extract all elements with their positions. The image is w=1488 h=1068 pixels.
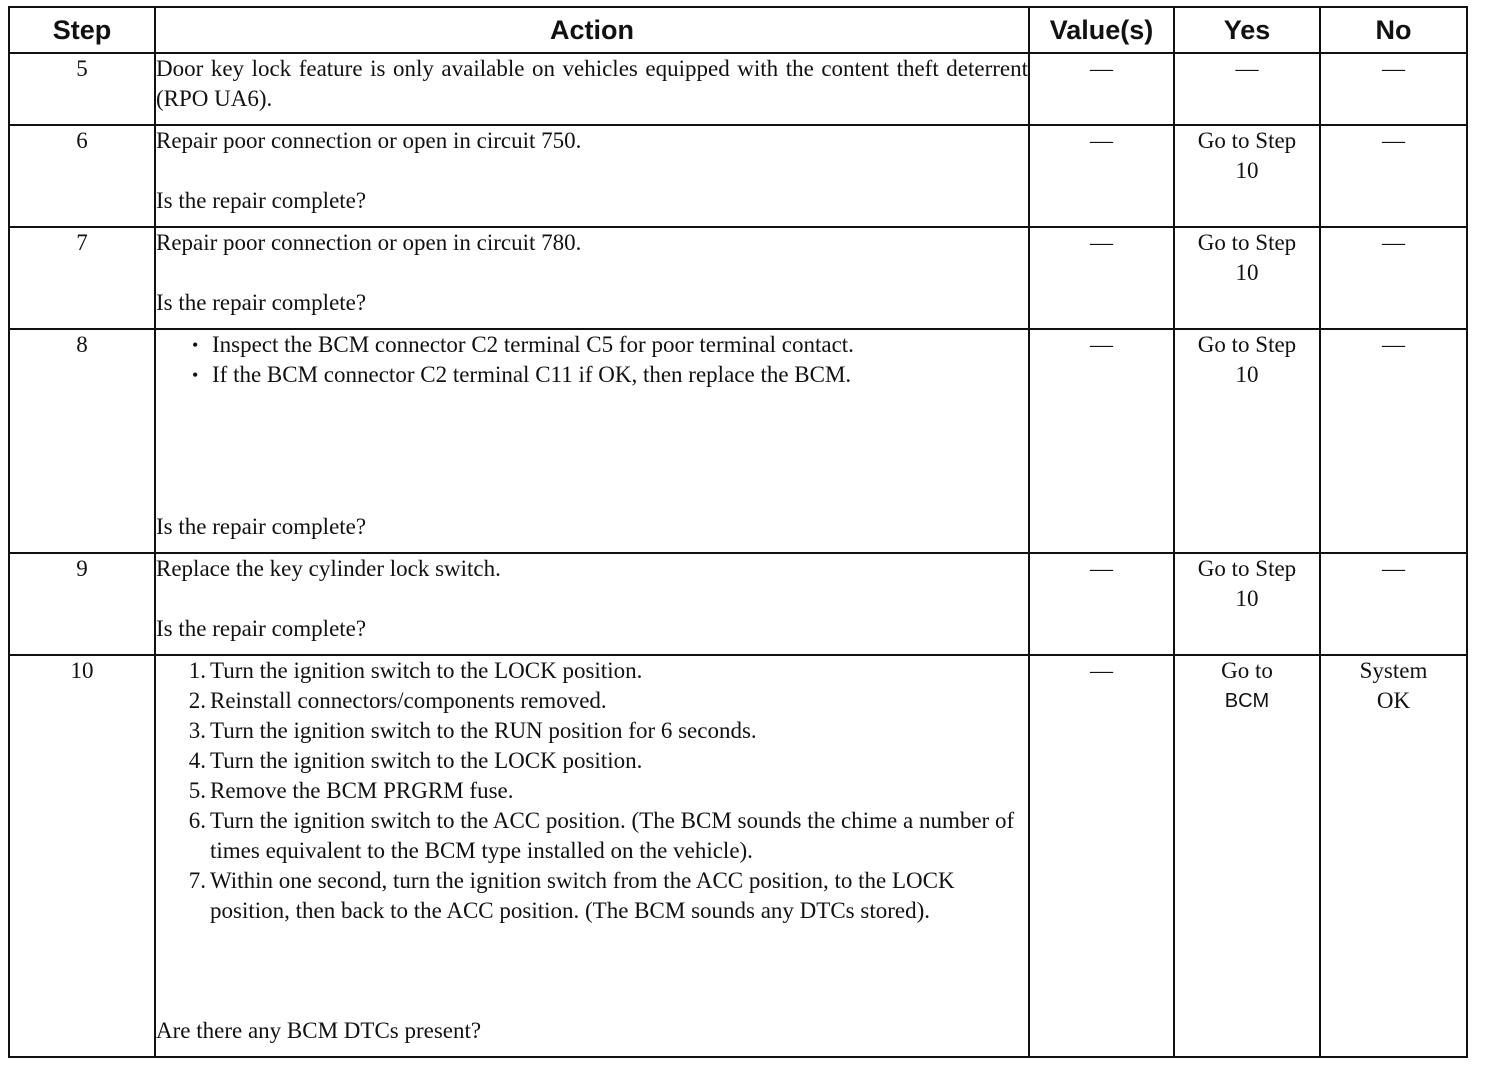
yes-cell: [1174, 553, 1320, 655]
step-number: 7: [9, 227, 155, 329]
yes-cell: [1174, 227, 1320, 329]
values-cell: —: [1029, 227, 1174, 329]
values-cell: —: [1029, 655, 1174, 1057]
list-item: • If the BCM connector C2 terminal C11 if OK, then replace the BCM.: [184, 360, 1028, 390]
no-line-1: —: [1382, 128, 1405, 153]
yes-cell: [1174, 53, 1320, 125]
table-row: [9, 329, 1467, 553]
list-number: 4.: [188, 748, 206, 773]
list-text: Reinstall connectors/components removed.: [210, 688, 607, 713]
table-row: [9, 553, 1467, 655]
yes-line-1: Go to Step: [1197, 230, 1297, 255]
no-line-1: System: [1359, 658, 1428, 683]
action-question: Is the repair complete?: [156, 514, 367, 539]
action-cell: [155, 553, 1029, 655]
action-question: Is the repair complete?: [156, 290, 367, 315]
values-cell: —: [1029, 53, 1174, 125]
yes-line-2: 10: [1235, 586, 1259, 611]
list-item: [170, 806, 1028, 866]
list-item: [170, 746, 1028, 776]
no-cell: [1320, 53, 1467, 125]
no-cell: [1320, 329, 1467, 553]
action-cell: [155, 329, 1029, 553]
no-cell: [1320, 553, 1467, 655]
yes-line-1: Go to: [1221, 658, 1273, 683]
no-line-1: —: [1382, 230, 1405, 255]
list-text: Turn the ignition switch to the RUN position for 6 seconds.: [210, 718, 757, 743]
yes-cell: [1174, 655, 1320, 1057]
list-number: 1.: [188, 658, 206, 683]
list-text: Turn the ignition switch to the ACC position. (The BCM sounds the chime a number of times equivalent to the BCM type installed on the vehicle).: [210, 808, 1015, 863]
table-row: [9, 53, 1467, 125]
values-cell: —: [1029, 125, 1174, 227]
list-number: 6.: [188, 808, 206, 833]
action-text: Repair poor connection or open in circuit 780.: [156, 230, 582, 255]
header-row: [9, 7, 1467, 53]
list-text: Turn the ignition switch to the LOCK position.: [210, 748, 643, 773]
diagnostic-table: [8, 6, 1468, 1058]
table-row: [9, 125, 1467, 227]
list-number: 3.: [188, 718, 206, 743]
no-cell: [1320, 125, 1467, 227]
action-text: Repair poor connection or open in circuit 750.: [156, 128, 582, 153]
list-item: [170, 716, 1028, 746]
yes-cell: [1174, 125, 1320, 227]
no-line-1: —: [1382, 556, 1405, 581]
action-cell: [155, 227, 1029, 329]
list-text: Within one second, turn the ignition switch from the ACC position, to the LOCK position, then back to the ACC position. (The BCM sounds any DTCs stored).: [210, 868, 955, 923]
action-cell: [155, 655, 1029, 1057]
action-bullet-list: [184, 330, 1028, 390]
action-question: Is the repair complete?: [156, 616, 367, 641]
table-row: [9, 227, 1467, 329]
no-line-1: —: [1382, 56, 1405, 81]
step-number: 8: [9, 329, 155, 553]
list-text: Turn the ignition switch to the LOCK position.: [210, 658, 643, 683]
yes-line-2: BCM: [1224, 690, 1270, 712]
action-question: Is the repair complete?: [156, 188, 367, 213]
table-row: [9, 655, 1467, 1057]
yes-line-2: 10: [1235, 158, 1259, 183]
header-no: No: [1320, 7, 1467, 53]
step-number: 10: [9, 655, 155, 1057]
step-number: 5: [9, 53, 155, 125]
action-question: Are there any BCM DTCs present?: [156, 1018, 482, 1043]
step-number: 6: [9, 125, 155, 227]
yes-line-1: Go to Step: [1197, 128, 1297, 153]
header-step: Step: [9, 7, 155, 53]
list-number: 7.: [188, 868, 206, 893]
yes-line-1: —: [1235, 56, 1259, 81]
action-cell: [155, 53, 1029, 125]
action-cell: [155, 125, 1029, 227]
action-text: Replace the key cylinder lock switch.: [156, 556, 501, 581]
list-item: [170, 776, 1028, 806]
step-number: 9: [9, 553, 155, 655]
no-line-2: OK: [1376, 688, 1411, 713]
yes-line-1: Go to Step: [1197, 556, 1297, 581]
yes-line-1: Go to Step: [1197, 332, 1297, 357]
list-number: 2.: [188, 688, 206, 713]
list-item: [170, 656, 1028, 686]
list-item: [170, 686, 1028, 716]
list-text: Remove the BCM PRGRM fuse.: [210, 778, 514, 803]
no-line-1: —: [1382, 332, 1405, 357]
values-cell: —: [1029, 553, 1174, 655]
no-cell: [1320, 655, 1467, 1057]
header-values: Value(s): [1029, 7, 1174, 53]
no-cell: [1320, 227, 1467, 329]
list-number: 5.: [188, 778, 206, 803]
header-action: Action: [155, 7, 1029, 53]
action-text: Door key lock feature is only available on vehicles equipped with the content theft deterrent (RPO UA6).: [156, 56, 1028, 111]
header-yes: Yes: [1174, 7, 1320, 53]
yes-line-2: 10: [1235, 260, 1259, 285]
yes-cell: [1174, 329, 1320, 553]
yes-line-2: 10: [1235, 362, 1259, 387]
list-item: [170, 866, 1028, 926]
action-numbered-list: [170, 656, 1028, 926]
values-cell: —: [1029, 329, 1174, 553]
list-item: • Inspect the BCM connector C2 terminal C5 for poor terminal contact.: [184, 330, 1028, 360]
